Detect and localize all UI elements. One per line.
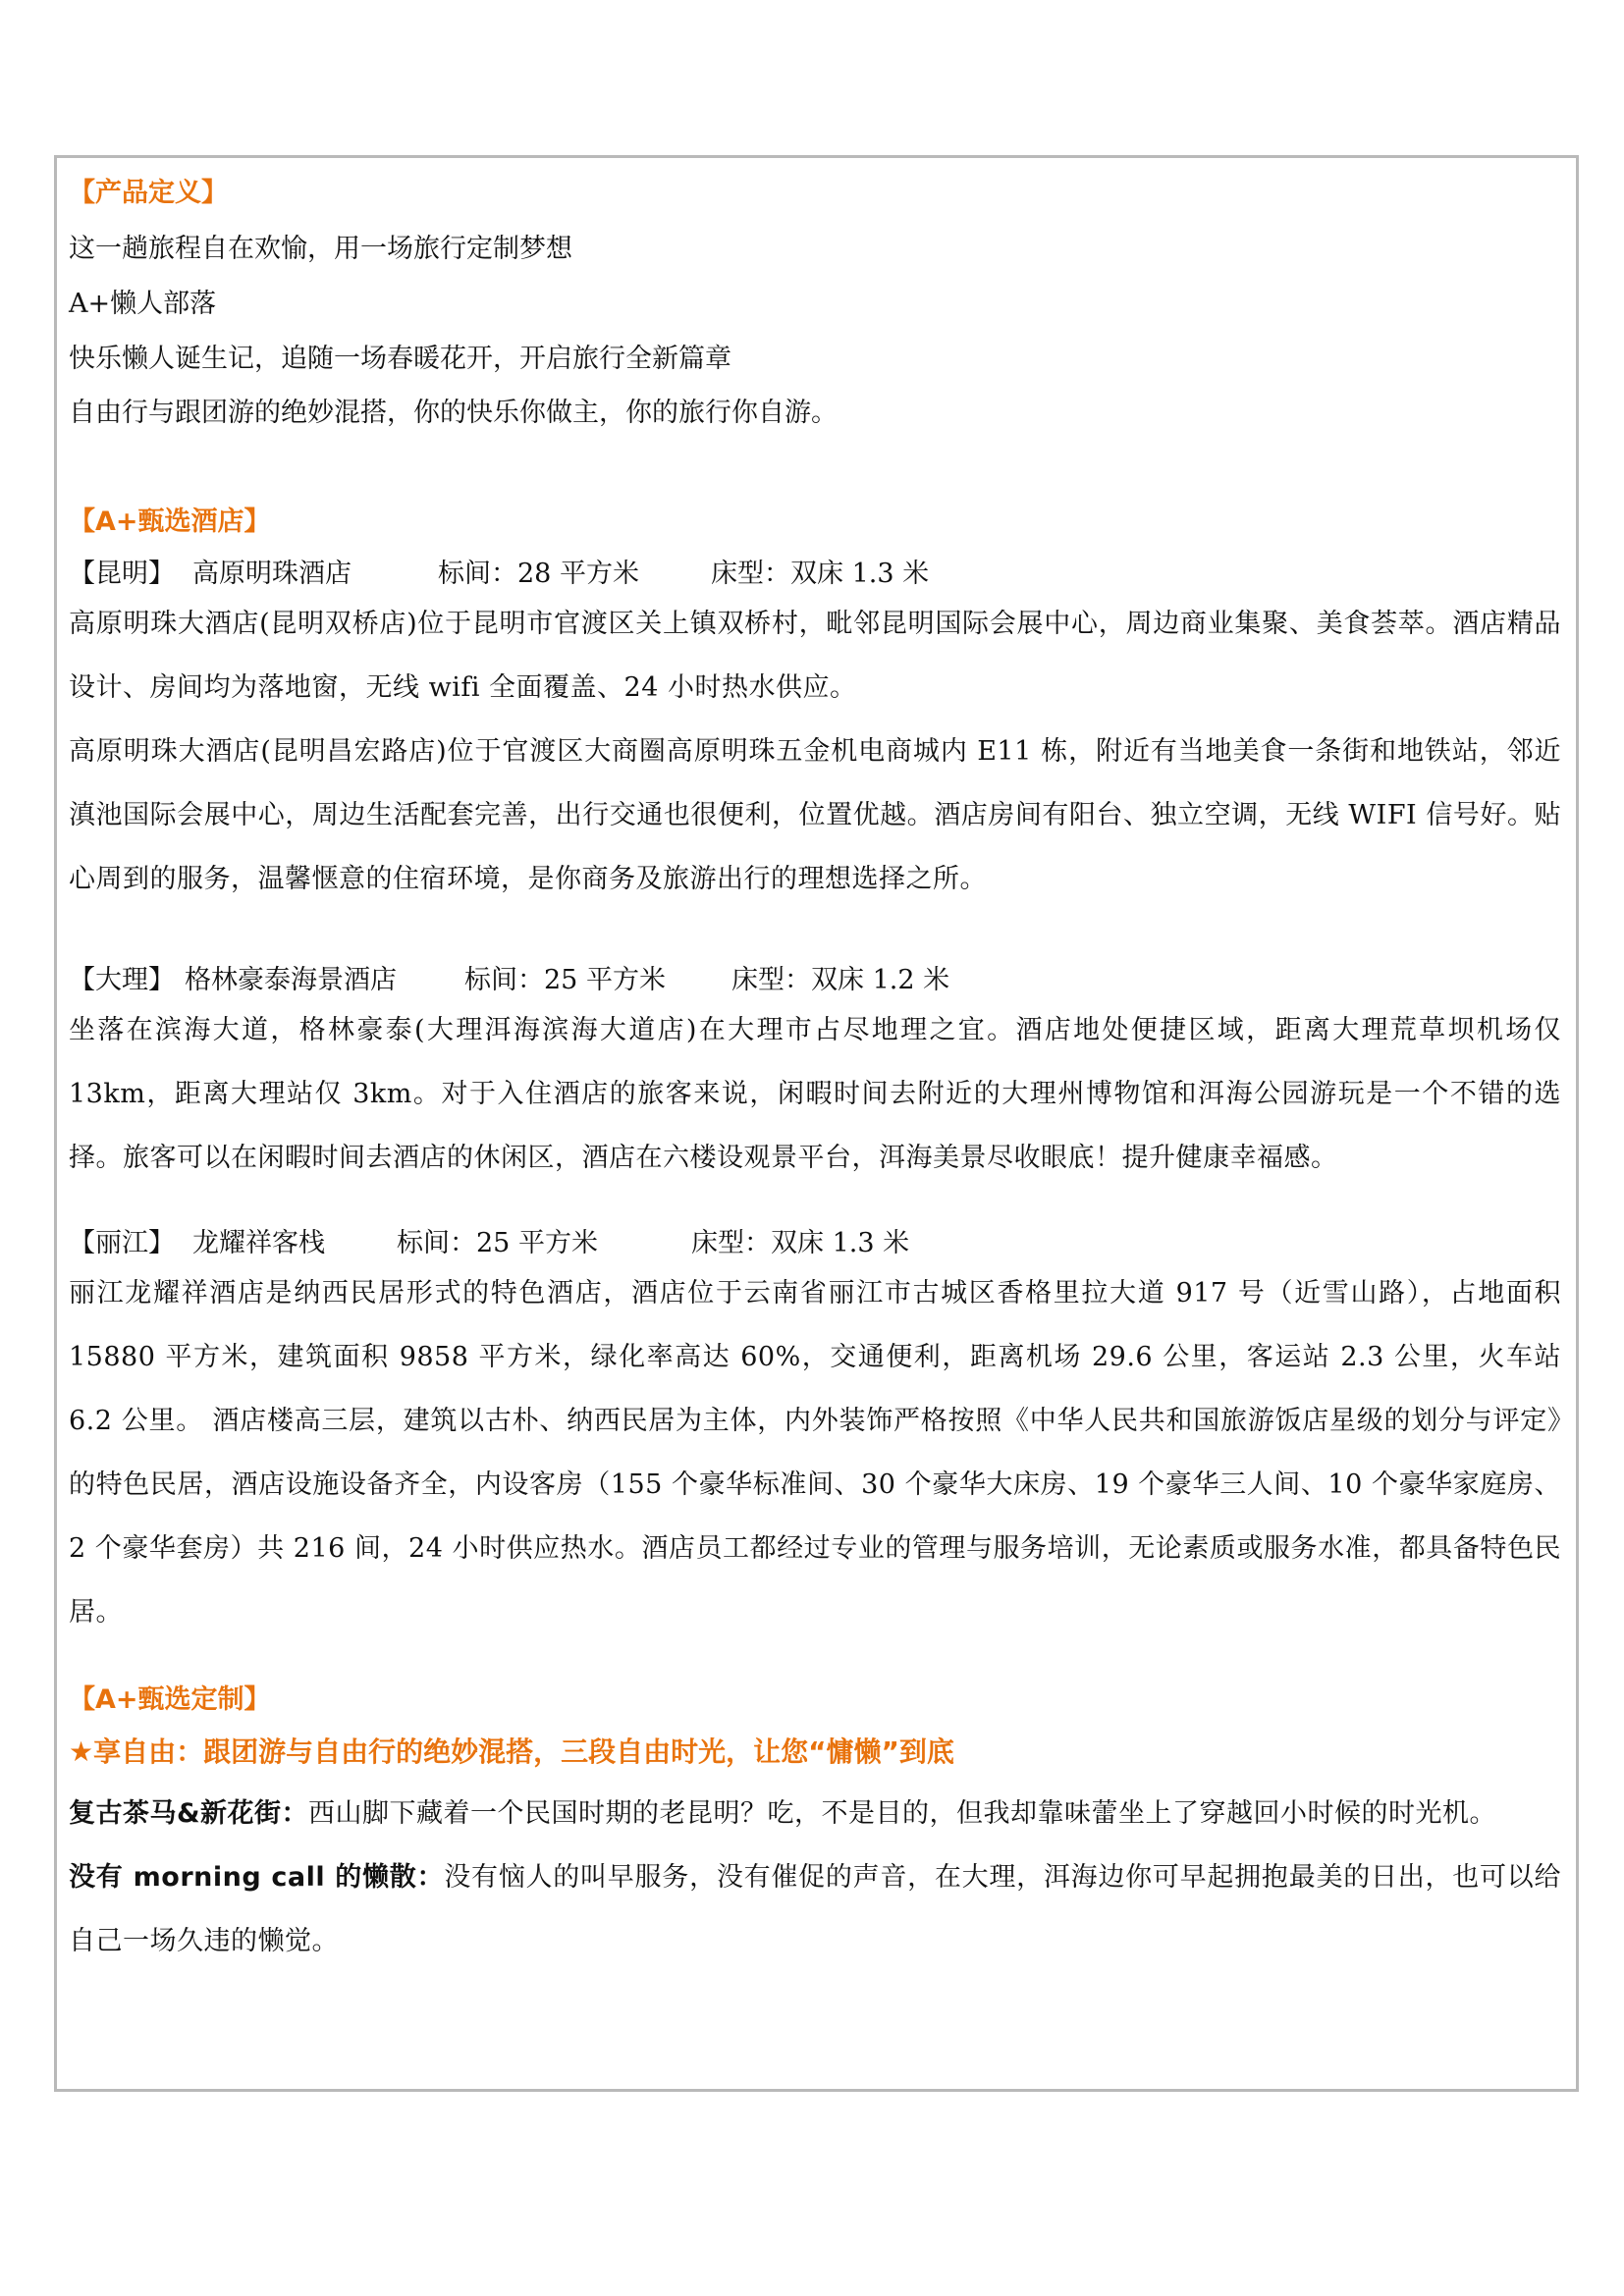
- kunming-description-2: 高原明珠大酒店(昆明昌宏路店)位于官渡区大商圈高原明珠五金机电商城内 E11 栋，附近有当地美食一条街和地铁站，邻近滇池国际会展中心，周边生活配套完善，出行交通也很便利，位置优越。酒店房间有阳台、独立空调，无线 WIFI 信号好。贴心周到的服务，温馨惬意的住宿环境，是你商务及旅游出行的理想选择之所。: [69, 736, 1561, 894]
- custom-item-2: [69, 1845, 1561, 1973]
- product-definition-heading: 【产品定义】: [69, 178, 228, 208]
- definition-line: 快乐懒人诞生记，追随一场春暖花开，开启旅行全新篇章: [69, 344, 731, 374]
- dali-city: 【大理】: [69, 965, 175, 995]
- custom-item-1-label: 复古茶马&新花街：: [69, 1798, 309, 1829]
- lijiang-spec: [69, 1225, 1561, 1261]
- kunming-description-1: 高原明珠大酒店(昆明双桥店)位于昆明市官渡区关上镇双桥村，毗邻昆明国际会展中心，周边商业集聚、美食荟萃。酒店精品设计、房间均为落地窗，无线 wifi 全面覆盖、24 小时热水供应。: [69, 609, 1561, 703]
- kunming-spec: [69, 556, 1561, 592]
- lijiang-hotel-name: 龙耀祥客栈: [192, 1228, 325, 1258]
- hotels-heading: 【A+甄选酒店】: [69, 507, 271, 537]
- kunming-room: 标间：28 平方米: [438, 559, 639, 589]
- kunming-bed: 床型：双床 1.3 米: [711, 559, 930, 589]
- dali-hotel-name: 格林豪泰海景酒店: [185, 965, 397, 995]
- custom-heading: 【A+甄选定制】: [69, 1684, 271, 1715]
- custom-item-1-text: 西山脚下藏着一个民国时期的老昆明？吃，不是目的，但我却靠味蕾坐上了穿越回小时候的时光机。: [308, 1798, 1497, 1829]
- freedom-highlight: ★享自由：跟团游与自由行的绝妙混搭，三段自由时光，让您“慵懒”到底: [69, 1735, 954, 1768]
- custom-item-1: [69, 1782, 1561, 1845]
- dali-bed: 床型：双床 1.2 米: [731, 965, 950, 995]
- dali-room: 标间：25 平方米: [464, 965, 666, 995]
- custom-item-2-text: 没有恼人的叫早服务，没有催促的声音，在大理，洱海边你可早起拥抱最美的日出，也可以给自己一场久违的懒觉。: [69, 1862, 1561, 1956]
- lijiang-description: 丽江龙耀祥酒店是纳西民居形式的特色酒店，酒店位于云南省丽江市古城区香格里拉大道 917 号（近雪山路），占地面积 15880 平方米，建筑面积 9858 平方米，绿化率高达 60%，交通便利，距离机场 29.6 公里，客运站 2.3 公里，火车站 6.2 公里。 酒店楼高三层，建筑以古朴、纳西民居为主体，内外装饰严格按照《中华人民共和国旅游饭店星级的划分与评定》的特色民居，酒店设施设备齐全，内设客房（155 个豪华标准间、30 个豪华大床房、19 个豪华三人间、10 个豪华家庭房、2 个豪华套房）共 216 间，24 小时供应热水。酒店员工都经过专业的管理与服务培训，无论素质或服务水准，都具备特色民居。: [69, 1278, 1561, 1628]
- definition-line: 这一趟旅程自在欢愉，用一场旅行定制梦想: [69, 234, 572, 264]
- dali-spec: [69, 962, 1561, 998]
- definition-line: 自由行与跟团游的绝妙混搭，你的快乐你做主，你的旅行你自游。: [69, 398, 838, 428]
- definition-line: A+懒人部落: [69, 289, 217, 319]
- lijiang-bed: 床型：双床 1.3 米: [691, 1228, 910, 1258]
- kunming-city: 【昆明】: [69, 559, 175, 589]
- document-content: [69, 167, 1561, 1973]
- custom-item-2-label: 没有 morning call 的懒散：: [69, 1862, 445, 1893]
- kunming-hotel-name: 高原明珠酒店: [192, 559, 352, 589]
- dali-description: 坐落在滨海大道，格林豪泰(大理洱海滨海大道店)在大理市占尽地理之宜。酒店地处便捷区域，距离大理荒草坝机场仅 13km，距离大理站仅 3km。对于入住酒店的旅客来说，闲暇时间去附近的大理州博物馆和洱海公园游玩是一个不错的选择。旅客可以在闲暇时间去酒店的休闲区，酒店在六楼设观景平台，洱海美景尽收眼底！提升健康幸福感。: [69, 1015, 1561, 1173]
- lijiang-city: 【丽江】: [69, 1228, 175, 1258]
- lijiang-room: 标间：25 平方米: [397, 1228, 598, 1258]
